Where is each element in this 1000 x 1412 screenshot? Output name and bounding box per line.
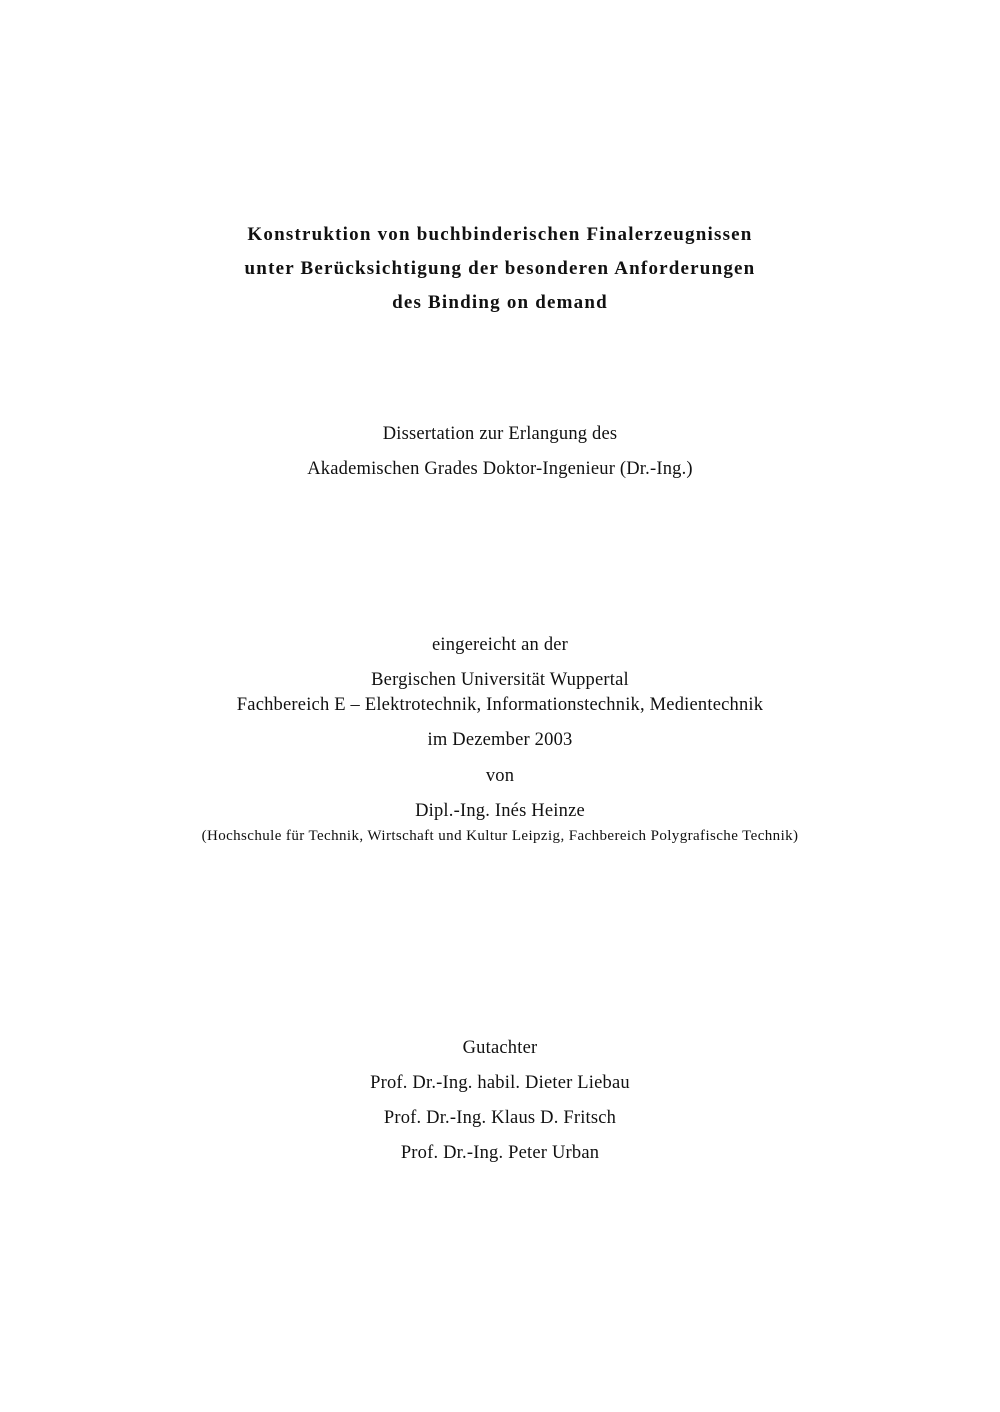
reviewers-heading: Gutachter — [462, 1038, 538, 1058]
department-name: Fachbereich E – Elektrotechnik, Informationstechnik, Medientechnik — [236, 695, 764, 715]
reviewer-name: Prof. Dr.-Ing. Peter Urban — [400, 1143, 600, 1163]
reviewer-name: Prof. Dr.-Ing. habil. Dieter Liebau — [370, 1073, 630, 1093]
thesis-title-line-2: unter Berücksichtigung der besonderen Anforderungen — [244, 258, 756, 279]
reviewer-name: Prof. Dr.-Ing. Klaus D. Fritsch — [383, 1108, 617, 1128]
submitted-to-label: eingereicht an der — [431, 635, 569, 655]
submission-date: im Dezember 2003 — [427, 730, 573, 750]
dissertation-line-2: Akademischen Grades Doktor-Ingenieur (Dr.-Ing.) — [307, 459, 693, 479]
author-name: Dipl.-Ing. Inés Heinze — [415, 801, 585, 821]
dissertation-line-1: Dissertation zur Erlangung des — [382, 424, 618, 444]
by-label: von — [485, 766, 515, 786]
author-affiliation: (Hochschule für Technik, Wirtschaft und Kultur Leipzig, Fachbereich Polygrafische Technik) — [201, 828, 799, 844]
thesis-title-line-1: Konstruktion von buchbinderischen Finalerzeugnissen — [247, 224, 753, 245]
thesis-title-line-3: des Binding on demand — [392, 292, 608, 313]
university-name: Bergischen Universität Wuppertal — [371, 670, 629, 690]
